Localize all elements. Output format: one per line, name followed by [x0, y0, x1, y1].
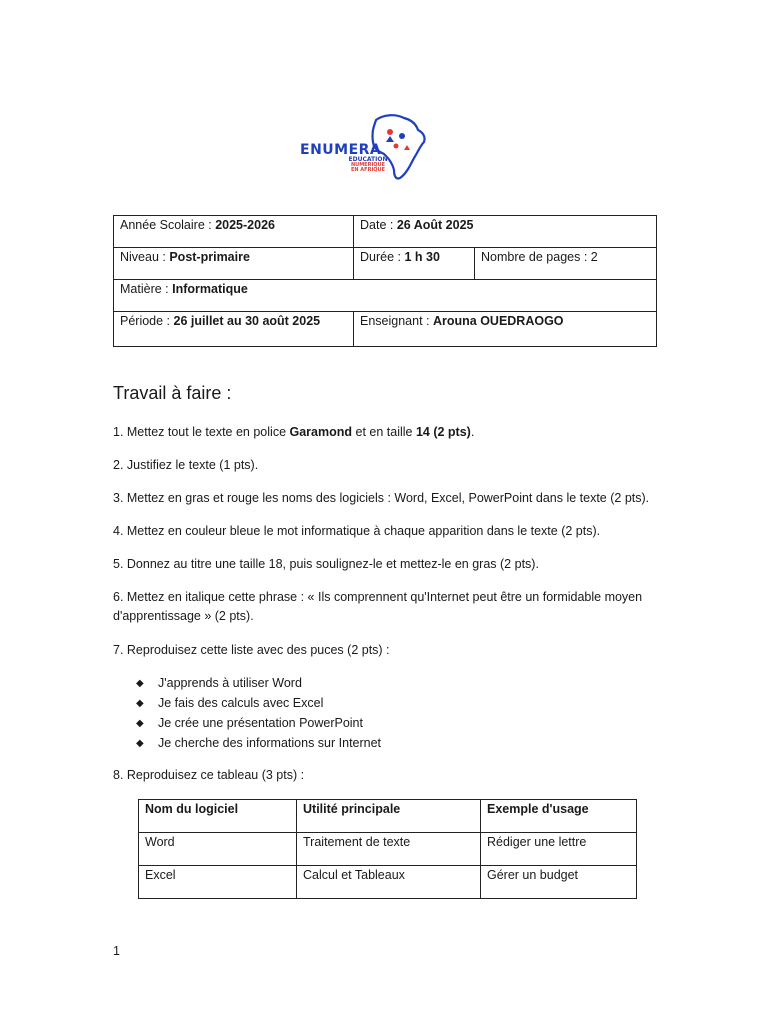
diamond-bullet-icon: ◆	[136, 718, 144, 729]
table-cell: Gérer un budget	[481, 866, 637, 899]
enseignant-cell	[354, 312, 657, 347]
table-row	[139, 833, 637, 866]
task-6: 6. Mettez en italique cette phrase : « Ils comprennent qu'Internet peut être un formidable moyen d'apprentissage » (2 pts).	[113, 590, 643, 623]
column-header: Exemple d'usage	[481, 800, 637, 833]
periode-value: 26 juillet au 30 août 2025	[173, 314, 321, 328]
table-cell: Excel	[139, 866, 297, 899]
duree-label: Durée :	[360, 250, 405, 264]
annee-cell	[114, 216, 354, 248]
table-cell: Word	[139, 833, 297, 866]
logo-tagline	[338, 157, 398, 174]
niveau-value: Post-primaire	[169, 250, 250, 264]
logo-brand: ENUMERA	[300, 142, 382, 158]
enseignant-label: Enseignant :	[360, 314, 433, 328]
info-table	[113, 215, 657, 347]
bullet-text: J'apprends à utiliser Word	[158, 676, 302, 690]
logo-line2: NUMERIQUE	[350, 161, 386, 168]
logo-line1: EDUCATION	[348, 156, 388, 163]
task-1-d: 14 (2 pts)	[415, 425, 471, 439]
table-row	[139, 866, 637, 899]
list-item	[136, 675, 381, 695]
info-row	[114, 216, 657, 248]
matiere-value: Informatique	[172, 282, 248, 296]
duree-value: 1 h 30	[404, 250, 440, 264]
task-1	[113, 425, 474, 439]
bullet-text: Je fais des calculs avec Excel	[158, 696, 324, 710]
task-8: 8. Reproduisez ce tableau (3 pts) :	[113, 768, 305, 782]
info-row	[114, 312, 657, 347]
annee-label: Année Scolaire :	[120, 218, 216, 232]
logo-line3: EN AFRIQUE	[350, 167, 386, 173]
table-cell: Traitement de texte	[297, 833, 481, 866]
column-header: Utilité principale	[297, 800, 481, 833]
niveau-cell	[114, 248, 354, 280]
software-table	[138, 799, 637, 899]
periode-label: Période :	[120, 314, 174, 328]
matiere-cell	[114, 280, 657, 312]
matiere-label: Matière :	[120, 282, 173, 296]
task-1-b: Garamond	[289, 425, 353, 439]
list-item	[136, 735, 381, 755]
pages-cell: Nombre de pages : 2	[475, 248, 657, 280]
task-5: 5. Donnez au titre une taille 18, puis soulignez-le et mettez-le en gras (2 pts).	[113, 557, 539, 571]
task-1-e: .	[470, 425, 475, 439]
bullet-text: Je cherche des informations sur Internet	[158, 736, 382, 750]
date-cell	[354, 216, 657, 248]
bullet-text: Je crée une présentation PowerPoint	[158, 716, 363, 730]
page-number: 1	[113, 944, 120, 958]
diamond-bullet-icon: ◆	[136, 678, 144, 689]
list-item	[136, 715, 381, 735]
enumera-logo	[298, 102, 430, 184]
enseignant-value: Arouna OUEDRAOGO	[432, 314, 564, 328]
annee-value: 2025-2026	[215, 218, 275, 232]
task-4: 4. Mettez en couleur bleue le mot informatique à chaque apparition dans le texte (2 pts).	[113, 524, 601, 538]
table-header-row	[139, 800, 637, 833]
column-header: Nom du logiciel	[139, 800, 297, 833]
diamond-bullet-icon: ◆	[136, 698, 144, 709]
info-row	[114, 248, 657, 280]
list-item	[136, 695, 381, 715]
task-2: 2. Justifiez le texte (1 pts).	[113, 458, 259, 472]
diamond-bullet-icon: ◆	[136, 738, 144, 749]
niveau-label: Niveau :	[120, 250, 170, 264]
duree-cell	[354, 248, 475, 280]
date-label: Date :	[360, 218, 397, 232]
page-title: Travail à faire :	[113, 383, 232, 403]
task-7: 7. Reproduisez cette liste avec des puces (2 pts) :	[113, 643, 390, 657]
table-cell: Calcul et Tableaux	[297, 866, 481, 899]
table-cell: Rédiger une lettre	[481, 833, 637, 866]
date-value: 26 Août 2025	[396, 218, 474, 232]
task-1-c: et en taille	[352, 425, 416, 439]
periode-cell	[114, 312, 354, 347]
task-1-a: 1. Mettez tout le texte en police	[113, 425, 290, 439]
info-row	[114, 280, 657, 312]
bullet-list	[136, 675, 381, 755]
task-3: 3. Mettez en gras et rouge les noms des logiciels : Word, Excel, PowerPoint dans le texte (2 pts).	[113, 491, 650, 505]
